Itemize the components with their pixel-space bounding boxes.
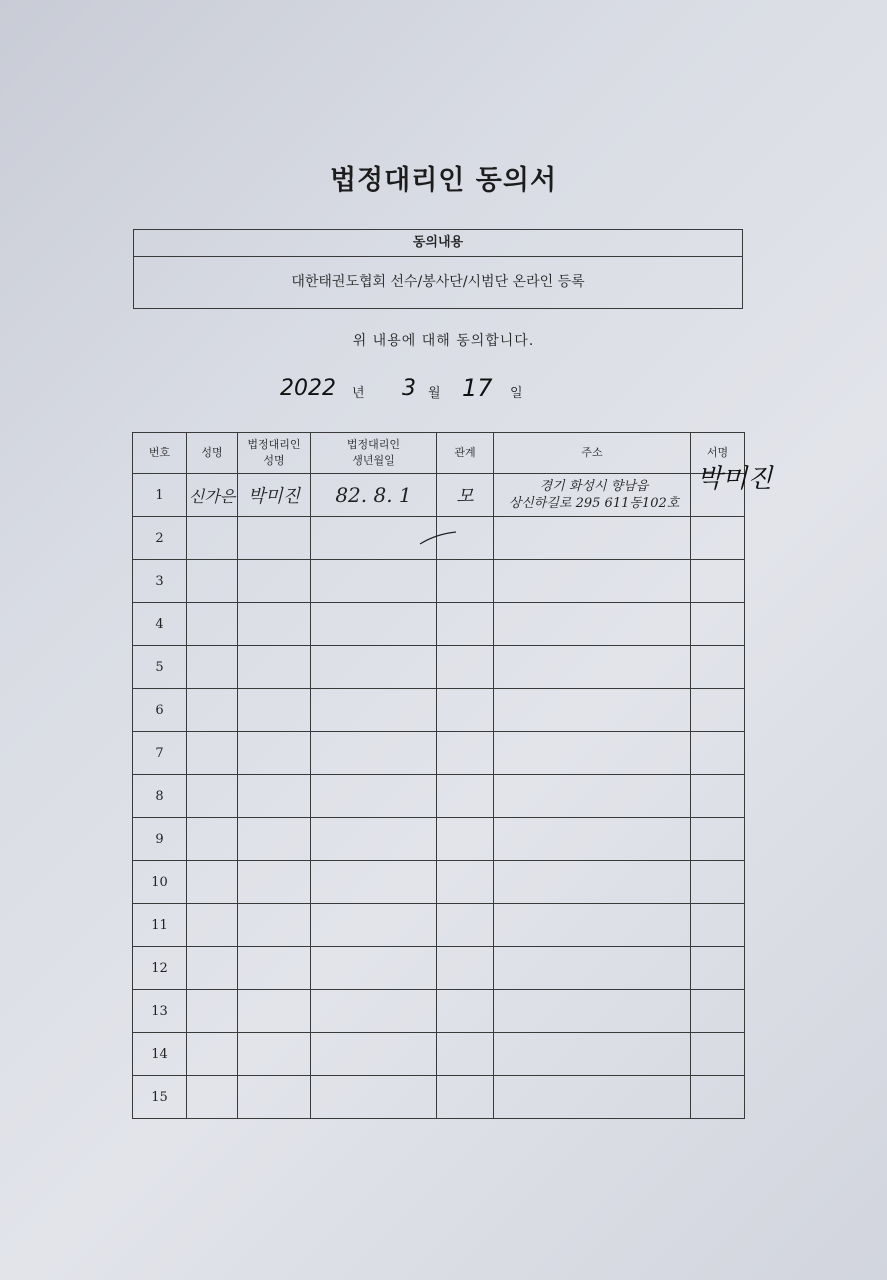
- table-row: [133, 732, 745, 775]
- table-row: [133, 1033, 745, 1076]
- guardian-birthdate: 82. 8. 1: [311, 474, 437, 517]
- date-year: 2022: [280, 376, 336, 401]
- table-row: [133, 603, 745, 646]
- row-number: 1: [133, 474, 187, 517]
- row-number: 2: [133, 517, 187, 560]
- row-number: 9: [133, 818, 187, 861]
- table-row: [133, 474, 745, 517]
- table-row: [133, 861, 745, 904]
- stray-pen-mark: [418, 528, 458, 548]
- guardian-name: 박미진: [238, 474, 311, 517]
- table-row: [133, 904, 745, 947]
- row-number: 7: [133, 732, 187, 775]
- table-row: [133, 560, 745, 603]
- date-month-label: 월: [428, 386, 441, 401]
- date-line: [280, 372, 540, 406]
- consent-content-box: [133, 229, 743, 309]
- table-row: [133, 947, 745, 990]
- address-line-1: 경기 화성시 향남읍: [539, 479, 649, 494]
- table-row: [133, 646, 745, 689]
- table-row: [133, 775, 745, 818]
- row-number: 15: [133, 1076, 187, 1119]
- relation: 모: [437, 474, 494, 517]
- table-header-row: [133, 433, 745, 474]
- row-number: 14: [133, 1033, 187, 1076]
- column-header-guardian-name: 법정대리인 성명: [238, 433, 311, 474]
- consent-content-text: 대한태권도협회 선수/봉사단/시범단 온라인 등록: [291, 274, 585, 290]
- column-header-signature: 서명: [691, 433, 745, 474]
- row-number: 13: [133, 990, 187, 1033]
- row-number: 3: [133, 560, 187, 603]
- page-title: 법정대리인 동의서: [329, 165, 558, 196]
- date-year-label: 년: [352, 386, 365, 401]
- address: [494, 474, 691, 517]
- column-header-guardian-birthdate: 법정대리인 생년월일: [311, 433, 437, 474]
- column-header-name: 성명: [187, 433, 238, 474]
- address-line-2: 상신하길로 295 611동102호: [508, 496, 680, 511]
- table-row: [133, 818, 745, 861]
- row-number: 4: [133, 603, 187, 646]
- row-number: 10: [133, 861, 187, 904]
- column-header-relation: 관계: [437, 433, 494, 474]
- table-row: [133, 990, 745, 1033]
- signature-cell: [691, 464, 773, 517]
- table-row: [133, 689, 745, 732]
- column-header-number: 번호: [133, 433, 187, 474]
- date-month: 3: [402, 376, 416, 401]
- handwritten-signature: 박미진: [697, 464, 773, 494]
- student-name: 신가은: [187, 474, 238, 517]
- row-number: 12: [133, 947, 187, 990]
- consent-content-header: 동의내용: [134, 230, 742, 257]
- table-row: [133, 1076, 745, 1119]
- date-day: 17: [462, 374, 493, 402]
- column-header-address: 주소: [494, 433, 691, 474]
- row-number: 6: [133, 689, 187, 732]
- date-day-label: 일: [510, 386, 523, 401]
- row-number: 11: [133, 904, 187, 947]
- agreement-statement: 위 내용에 대해 동의합니다.: [352, 333, 535, 349]
- row-number: 5: [133, 646, 187, 689]
- row-number: 8: [133, 775, 187, 818]
